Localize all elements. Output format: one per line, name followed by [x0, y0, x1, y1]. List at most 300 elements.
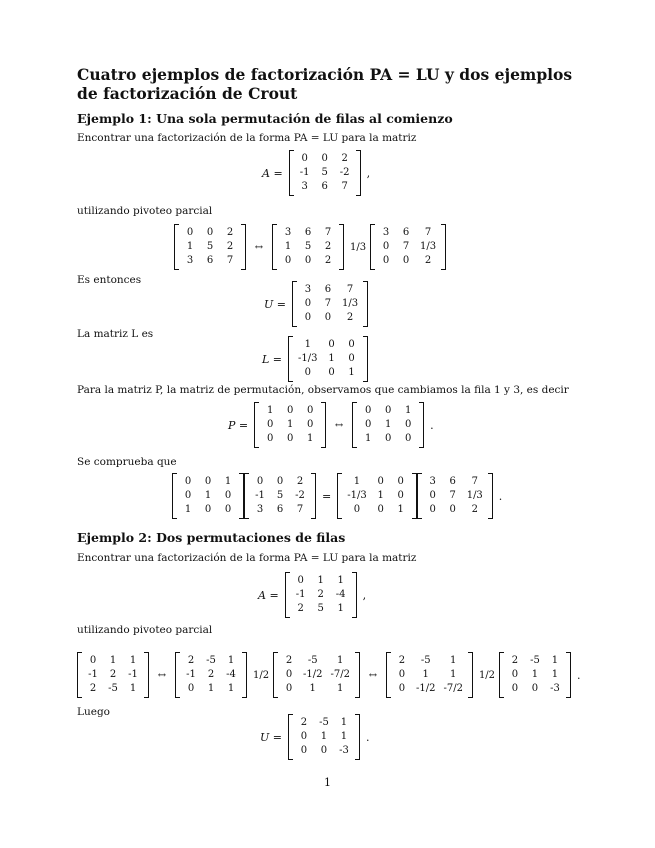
matrix-entry: 1: [204, 490, 212, 501]
matrix-row: [260, 404, 320, 418]
matrix-row: [423, 475, 487, 489]
matrix-entries: [260, 404, 320, 446]
row-op-icon: 1/2: [253, 669, 270, 681]
left-bracket: [292, 281, 297, 327]
matrix-entry: 0: [184, 490, 192, 501]
matrix-entry: 0: [377, 476, 384, 487]
matrix-entry: 1: [284, 241, 292, 252]
matrix-entry: 1: [337, 575, 344, 586]
ex1-U-matrix: [292, 281, 368, 327]
matrix-entry: 0: [429, 504, 436, 515]
matrix-entry: -1: [186, 669, 196, 680]
matrix-entry: 0: [276, 476, 284, 487]
matrix-entry: -1/2: [415, 683, 436, 694]
ex2-step-matrix: [499, 652, 571, 698]
matrix-row: [181, 682, 241, 696]
matrix-entry: 0: [364, 419, 372, 430]
matrix-row: [181, 668, 241, 682]
matrix-entry: 1: [422, 669, 429, 680]
matrix-entries: [181, 654, 241, 696]
matrix-row: [298, 311, 362, 325]
matrix-entry: 1: [224, 476, 232, 487]
matrix-entries: [294, 338, 361, 380]
matrix-row: [278, 254, 338, 268]
matrix-entry: 0: [328, 367, 335, 378]
matrix-entry: 0: [384, 405, 392, 416]
matrix-entry: 1: [404, 405, 412, 416]
matrix-entry: 0: [398, 669, 406, 680]
matrix-entry: -1/3: [298, 353, 318, 364]
ex1-L-matrix: [288, 336, 367, 382]
matrix-row: [279, 682, 354, 696]
right-bracket: [566, 652, 571, 698]
matrix-entry: 0: [397, 476, 404, 487]
matrix-entry: 1: [340, 731, 348, 742]
matrix-entry: 1: [353, 476, 361, 487]
right-bracket: [441, 224, 446, 270]
ex1-check-text: Se comprueba que: [77, 456, 177, 468]
matrix-entry: 1: [109, 655, 117, 666]
matrix-row: [294, 744, 354, 758]
matrix-entry: 5: [206, 241, 214, 252]
matrix-row: [279, 668, 354, 682]
matrix-row: [181, 654, 241, 668]
page-number: 1: [324, 776, 331, 789]
matrix-entry: 0: [306, 405, 314, 416]
ex1-L-equation: [256, 336, 368, 382]
matrix-entry: -1: [295, 589, 306, 600]
matrix-entry: 7: [424, 227, 432, 238]
ex2-intro: Encontrar una factorización de la forma PA = LU para la matriz: [77, 552, 417, 564]
ex1-P-equation: P = 1 0 0 0 1 0 0 0 1 ↔ 0 0 1 0 1 0 1 0 0 .: [222, 402, 440, 448]
matrix-entries: [294, 716, 354, 758]
matrix-entry: 1: [309, 683, 316, 694]
matrix-entry: -2: [295, 490, 305, 501]
left-bracket: [417, 473, 422, 519]
matrix-entries: [343, 475, 410, 517]
ex1-step-matrix: [272, 224, 344, 270]
matrix-entry: 1: [450, 669, 457, 680]
swap-arrow-icon: ↔: [334, 419, 344, 431]
matrix-entry: 2: [341, 153, 348, 164]
matrix-entry: 0: [300, 745, 308, 756]
matrix-entry: 1: [337, 683, 344, 694]
matrix-entry: 7: [226, 255, 234, 266]
matrix-entry: 1: [184, 504, 192, 515]
ex1-check-equation: 0 0 1 0 1 0 1 0 0 0 0 2 -1 5 -2 3 6 7 = 1 0 0 -1/3 1 0 0 0 1 3 6 7 0 7 1/3 0 0 2 .: [172, 473, 508, 519]
matrix-entry: 2: [346, 312, 354, 323]
right-bracket: [355, 714, 360, 760]
matrix-entry: 3: [382, 227, 390, 238]
matrix-row: [343, 503, 410, 517]
matrix-entry: 1: [266, 405, 274, 416]
matrix-row: [260, 432, 320, 446]
matrix-entry: 0: [404, 419, 412, 430]
matrix-entry: 0: [384, 433, 392, 444]
matrix-entries: [180, 226, 240, 268]
matrix-entry: -1/3: [347, 490, 367, 501]
matrix-row: [83, 654, 143, 668]
right-bracket: [311, 473, 316, 519]
matrix-entry: 0: [382, 255, 390, 266]
matrix-entry: 0: [266, 433, 274, 444]
ex1-then-text: Es entonces: [77, 274, 142, 286]
matrix-entry: 2: [226, 241, 234, 252]
matrix-entry: 6: [324, 284, 332, 295]
matrix-entry: 0: [304, 312, 312, 323]
matrix-entry: 3: [284, 227, 292, 238]
matrix-entry: 0: [256, 476, 264, 487]
right-bracket: [241, 224, 246, 270]
matrix-row: [298, 297, 362, 311]
matrix-entry: 1: [306, 433, 314, 444]
matrix-entry: 0: [186, 227, 194, 238]
matrix-row: [294, 338, 361, 352]
right-bracket: [352, 572, 357, 618]
matrix-entry: 7: [324, 298, 332, 309]
matrix-entry: 1: [186, 241, 194, 252]
ex1-L-label: L =: [262, 352, 283, 366]
matrix-entry: 0: [324, 312, 332, 323]
ex1-intro: Encontrar una factorización de la forma PA = LU para la matriz: [77, 132, 417, 144]
matrix-entry: 0: [382, 241, 390, 252]
ex2-heading: Ejemplo 2: Dos permutaciones de filas: [77, 530, 346, 545]
ex2-U-label: U =: [260, 730, 282, 744]
matrix-row: [295, 180, 355, 194]
matrix-entries: [250, 475, 310, 517]
matrix-entry: 0: [404, 433, 412, 444]
matrix-entry: 1: [320, 731, 328, 742]
left-bracket: [175, 652, 180, 698]
ex1-step-matrix: [174, 224, 246, 270]
matrix-entry: 1: [129, 683, 137, 694]
ex2-A-equation: A = 0 1 1 -1 2 -4 2 5 1 ,: [252, 572, 372, 618]
right-bracket: [355, 652, 360, 698]
matrix-row: [178, 489, 238, 503]
matrix-entry: 2: [207, 669, 215, 680]
matrix-entry: 0: [397, 490, 404, 501]
ex1-A-label: A =: [262, 166, 283, 180]
matrix-entry: 1: [450, 655, 457, 666]
matrix-entry: 6: [304, 227, 312, 238]
matrix-entry: 7: [324, 227, 332, 238]
ex1-U-equation: [258, 281, 368, 327]
matrix-row: [505, 654, 565, 668]
matrix-entry: -1: [128, 669, 138, 680]
matrix-entry: 1: [207, 683, 215, 694]
matrix-entry: 0: [449, 504, 456, 515]
matrix-entry: -5: [420, 655, 431, 666]
matrix-row: [180, 226, 240, 240]
matrix-entry: 1: [129, 655, 137, 666]
matrix-entry: 6: [276, 504, 284, 515]
matrix-entry: 7: [346, 284, 354, 295]
matrix-entry: 1: [551, 669, 559, 680]
matrix-row: [358, 432, 418, 446]
left-bracket: [172, 473, 177, 519]
matrix-entry: 0: [224, 504, 232, 515]
matrix-entry: -7/2: [330, 669, 350, 680]
matrix-row: [392, 682, 467, 696]
ex2-step-matrix: [77, 652, 149, 698]
matrix-entry: 6: [402, 227, 410, 238]
matrix-entry: 1: [337, 603, 344, 614]
matrix-entry: -4: [335, 589, 346, 600]
ex2-U-matrix: [288, 714, 360, 760]
matrix-entry: 0: [364, 405, 372, 416]
matrix-entry: 2: [285, 655, 293, 666]
matrix-entry: 1: [337, 655, 344, 666]
matrix-row: [260, 418, 320, 432]
matrix-entry: 0: [511, 683, 519, 694]
matrix-entries: [279, 654, 354, 696]
matrix-row: [180, 254, 240, 268]
ex1-P-label: P =: [228, 418, 249, 432]
matrix-row: [376, 254, 440, 268]
row-op-icon: 1/2: [478, 669, 496, 681]
matrix-entry: 5: [276, 490, 284, 501]
matrix-entry: 0: [285, 669, 293, 680]
matrix-row: [392, 654, 467, 668]
ex2-then-text: Luego: [77, 706, 110, 718]
matrix-entry: 1: [551, 655, 559, 666]
left-bracket: [370, 224, 375, 270]
left-bracket: [285, 572, 290, 618]
matrix-entry: 0: [297, 575, 304, 586]
matrix-row: [180, 240, 240, 254]
matrix-row: [250, 489, 310, 503]
matrix-entries: [298, 283, 362, 325]
matrix-entry: 1: [397, 504, 404, 515]
matrix-row: [250, 503, 310, 517]
matrix-row: [392, 668, 467, 682]
matrix-entry: 2: [297, 603, 304, 614]
matrix-entry: 5: [304, 241, 312, 252]
matrix-entry: 1: [286, 419, 294, 430]
matrix-entry: 0: [429, 490, 436, 501]
matrix-entry: 0: [304, 367, 311, 378]
matrix-entry: 1: [227, 655, 235, 666]
matrix-entry: 2: [317, 589, 324, 600]
matrix-row: [83, 682, 143, 696]
matrix-entry: 0: [348, 353, 355, 364]
ex1-A-equation: A = 0 0 2 -1 5 -2 3 6 7 ,: [256, 150, 376, 196]
matrix-entry: 7: [449, 490, 456, 501]
matrix-entry: 1/3: [466, 490, 483, 501]
ex2-step-matrix: [175, 652, 247, 698]
matrix-entry: 0: [286, 405, 294, 416]
ex1-steps: [174, 224, 446, 270]
matrix-entry: 5: [321, 167, 328, 178]
matrix-entries: [392, 654, 467, 696]
ex1-U-label: U =: [264, 297, 286, 311]
matrix-row: [278, 226, 338, 240]
matrix-row: [358, 418, 418, 432]
matrix-row: [423, 503, 487, 517]
matrix-entry: 1: [377, 490, 384, 501]
matrix-row: [376, 226, 440, 240]
matrix-entries: [178, 475, 238, 517]
check-A-matrix: [244, 473, 316, 519]
check-L-matrix: [337, 473, 416, 519]
right-bracket: [363, 281, 368, 327]
matrix-entries: [358, 404, 418, 446]
matrix-entry: 3: [186, 255, 194, 266]
matrix-entry: -5: [206, 655, 216, 666]
matrix-row: [178, 503, 238, 517]
matrix-entry: 2: [187, 655, 195, 666]
matrix-entry: 2: [324, 241, 332, 252]
matrix-entry: 0: [187, 683, 195, 694]
matrix-entry: -3: [339, 745, 349, 756]
matrix-entry: 2: [511, 655, 519, 666]
matrix-entry: 0: [286, 433, 294, 444]
matrix-entry: 0: [320, 745, 328, 756]
matrix-entry: -5: [108, 683, 118, 694]
matrix-entry: 0: [301, 153, 308, 164]
left-bracket: [272, 224, 277, 270]
matrix-entry: 7: [341, 181, 348, 192]
matrix-entry: 1/3: [420, 241, 437, 252]
matrix-entry: 3: [301, 181, 308, 192]
left-bracket: [386, 652, 391, 698]
ex2-U-equation: U = 2 -5 1 0 1 1 0 0 -3 .: [254, 714, 375, 760]
matrix-entries: [83, 654, 143, 696]
matrix-entry: 7: [471, 476, 478, 487]
matrix-row: [291, 574, 351, 588]
matrix-entry: 1: [531, 669, 539, 680]
left-bracket: [289, 150, 294, 196]
matrix-entry: 3: [256, 504, 264, 515]
matrix-entry: 1/3: [341, 298, 359, 309]
left-bracket: [499, 652, 504, 698]
left-bracket: [288, 336, 293, 382]
matrix-entry: 2: [109, 669, 117, 680]
matrix-entries: [278, 226, 338, 268]
matrix-entry: 5: [317, 603, 324, 614]
ex1-P-text: Para la matriz P, la matriz de permutación, observamos que cambiamos la fila 1 y 3, es decir: [77, 384, 569, 396]
matrix-entry: 6: [449, 476, 456, 487]
matrix-row: [291, 602, 351, 616]
ex2-step-matrix: [273, 652, 360, 698]
matrix-row: [423, 489, 487, 503]
matrix-entry: 2: [226, 227, 234, 238]
left-bracket: [254, 402, 259, 448]
swap-arrow-icon: ↔: [368, 669, 378, 681]
matrix-row: [294, 730, 354, 744]
matrix-row: [295, 166, 355, 180]
ex2-pivot-text: utilizando pivoteo parcial: [77, 624, 213, 636]
right-bracket: [363, 336, 368, 382]
matrix-entry: 0: [511, 669, 519, 680]
matrix-entry: 0: [284, 255, 292, 266]
matrix-entry: 0: [206, 227, 214, 238]
right-bracket: [419, 402, 424, 448]
matrix-row: [343, 489, 410, 503]
matrix-row: [279, 654, 354, 668]
matrix-entry: -5: [530, 655, 540, 666]
ex1-pivot-text: utilizando pivoteo parcial: [77, 205, 213, 217]
matrix-entry: 0: [184, 476, 192, 487]
matrix-entry: 0: [377, 504, 384, 515]
matrix-entry: 6: [321, 181, 328, 192]
matrix-entry: 1: [227, 683, 235, 694]
matrix-entry: 0: [531, 683, 539, 694]
matrix-row: [505, 668, 565, 682]
matrix-entry: 1: [348, 367, 355, 378]
matrix-row: [294, 352, 361, 366]
ex1-P-matrix: [352, 402, 424, 448]
matrix-entry: 0: [402, 255, 410, 266]
matrix-entry: 2: [300, 717, 308, 728]
matrix-entry: 0: [304, 255, 312, 266]
matrix-entry: 0: [398, 683, 406, 694]
ex1-L-text: La matriz L es: [77, 328, 154, 340]
matrix-entry: -1: [255, 490, 265, 501]
matrix-row: [295, 152, 355, 166]
ex2-step-matrix: [386, 652, 473, 698]
matrix-row: [178, 475, 238, 489]
matrix-entry: -5: [319, 717, 329, 728]
matrix-entries: [376, 226, 440, 268]
matrix-entry: -4: [226, 669, 236, 680]
matrix-row: [83, 668, 143, 682]
left-bracket: [337, 473, 342, 519]
matrix-entry: 0: [321, 153, 328, 164]
matrix-entry: 1: [384, 419, 392, 430]
right-bracket: [321, 402, 326, 448]
matrix-entry: 3: [429, 476, 436, 487]
matrix-entry: 1: [364, 433, 372, 444]
ex1-heading: Ejemplo 1: Una sola permutación de filas al comienzo: [77, 111, 453, 126]
right-bracket: [144, 652, 149, 698]
matrix-entry: -1: [88, 669, 98, 680]
matrix-row: [358, 404, 418, 418]
matrix-entries: [505, 654, 565, 696]
left-bracket: [77, 652, 82, 698]
right-bracket: [488, 473, 493, 519]
row-op-icon: 1/3: [350, 241, 367, 253]
matrix-entry: 0: [285, 683, 293, 694]
matrix-entry: 0: [348, 339, 355, 350]
matrix-entries: [291, 574, 351, 616]
right-bracket: [356, 150, 361, 196]
matrix-entry: 2: [89, 683, 97, 694]
matrix-entry: -2: [339, 167, 350, 178]
matrix-entry: 0: [353, 504, 361, 515]
matrix-entry: -1: [299, 167, 310, 178]
matrix-row: [343, 475, 410, 489]
matrix-row: [294, 366, 361, 380]
matrix-entry: 1: [304, 339, 311, 350]
matrix-entry: -7/2: [443, 683, 463, 694]
matrix-entry: 0: [266, 419, 274, 430]
matrix-entry: 1: [328, 353, 335, 364]
matrix-entry: 1: [317, 575, 324, 586]
matrix-entries: [423, 475, 487, 517]
matrix-entry: 7: [296, 504, 304, 515]
matrix-entry: 7: [402, 241, 410, 252]
matrix-row: [294, 716, 354, 730]
swap-arrow-icon: ↔: [157, 669, 167, 681]
matrix-entry: 0: [224, 490, 232, 501]
matrix-row: [298, 283, 362, 297]
matrix-entry: 0: [328, 339, 335, 350]
matrix-entry: 2: [424, 255, 432, 266]
ex2-steps: 0 1 1 -1 2 -1 2 -5 1 ↔ 2 -5 1 -1 2 -4 0 1 1 1/2 2 -5 1 0 -1/2 -7/2 0 1 1 ↔ 2 -5 1 0 1 1 0 -1/2 -7/2 1/2 2 -5 1 0 1 1 0 0 -3 .: [77, 652, 586, 698]
ex1-step-matrix: [370, 224, 446, 270]
matrix-entries: [295, 152, 355, 194]
